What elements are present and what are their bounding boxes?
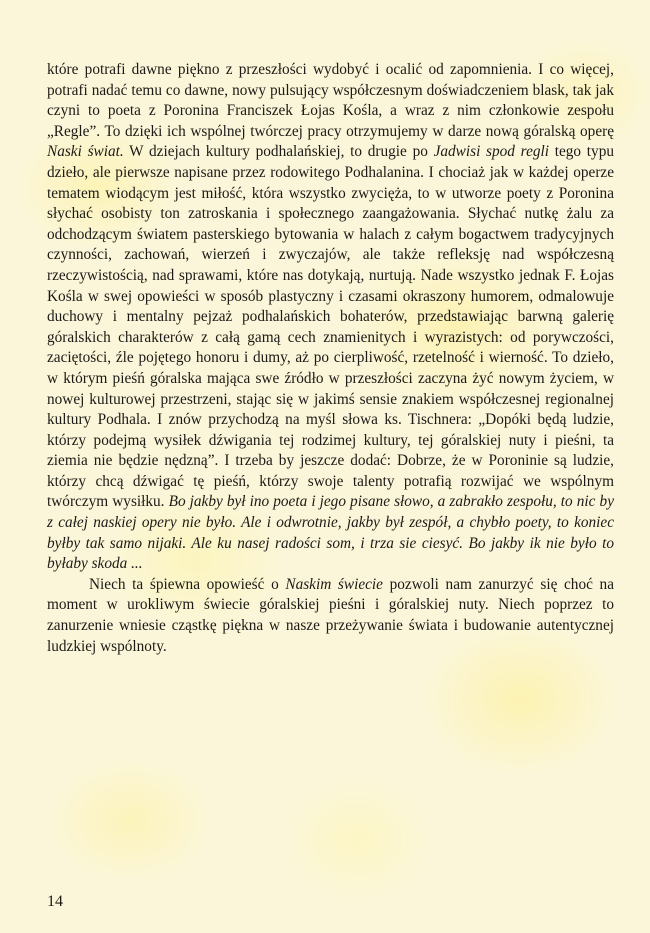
text-run: W dziejach kultury podhalańskiej, to drugie po [123,143,434,161]
page-body [47,60,614,657]
text-run: Niech ta śpiewna opowieść o [89,575,286,593]
opera-title-italic: Naski świat. [47,143,124,161]
dialect-quote-italic: Bo jakby był ino poeta i jego pisane słowo, a zabrakło zespołu, to nic by z całej naskiej opery nie było. Ale i odwrotnie, jakby był zespół, a chybło poety, to koniec byłby tak samo nijaki. Ale ku nasej radości som, i trza sie ciesyć. Bo jakby ik nie było to byłaby skoda ... [47,493,614,573]
page-number: 14 [47,893,63,910]
text-run: pozwoli nam zanurzyć się choć na moment w urokliwym świecie góralskiej pieśni i góralskiej nuty. Niech poprzez to zanurzenie wniesie cząstkę piękna w nasze przeżywanie świata i budowanie autentycznej ludzkiej wspólnoty. [47,575,614,655]
paragraph-2 [47,575,614,657]
naskim-swiecie-italic: Naskim świecie [285,575,383,593]
text-run: tego typu dzieło, ale pierwsze napisane przez rodowitego Podhalanina. I chociaż jak w każdej operze tematem wiodącym jest miłość, która wszystko zwycięża, to w utworze poety z Poronina słychać osobisty ton zatroskania i społecznego zaangażowania. Słychać nutkę żalu za odchodzącym światem pasterskiego bytowania w halach z całym bogactwem tradycyjnych czynności, zachowań, wierzeń i zwyczajów, ale także refleksję nad współczesną rzeczywistością, nad sprawami, które nas dotykają, nurtują. Nade wszystko jednak F. Łojas Kośla w swej opowieści w sposób plastyczny i czasami okraszony humorem, odmalowuje duchowy i mentalny pejzaż podhalańskich bohaterów, przedstawiając barwną galerię góralskich charakterów z całą gamą cech znamienitych i wyrazistych: od porywczości, zaciętości, źle pojętego honoru i dumy, aż po cierpliwość, rzetelność i wierność. To dzieło, w którym pieśń góralska mająca swe źródło w przeszłości zaczyna żyć nowym życiem, w nowej kulturowej przestrzeni, stając się w jakimś sensie znakiem współczesnej regionalnej kultury Podhala. I znów przychodzą na myśl słowa ks. Tischnera: „Dopóki będą ludzie, którzy podejmą wysiłek dźwigania tej rodzimej kultury, tej góralskiej nuty i pieśni, ta ziemia nie będzie nędzną”. I trzeba by jeszcze dodać: Dobrze, że w Poroninie są ludzie, którzy chcą dźwigać tę pieśń, którzy swoje talenty potrafią rozwijać we wspólnym twórczym wysiłku. [47,143,614,511]
jadwisia-title-italic: Jadwisi spod regli [433,143,550,161]
paragraph-1 [47,60,614,575]
text-run: które potrafi dawne piękno z przeszłości wydobyć i ocalić od zapomnienia. I co więcej, potrafi nadać temu co dawne, nowy pulsujący współczesnym doświadczeniem blask, tak jak czyni to poeta z Poronina Franciszek Łojas Kośla, a wraz z nim członkowie zespołu „Regle”. To dzięki ich wspólnej twórczej pracy otrzymujemy w darze nową góralską operę [47,61,614,140]
